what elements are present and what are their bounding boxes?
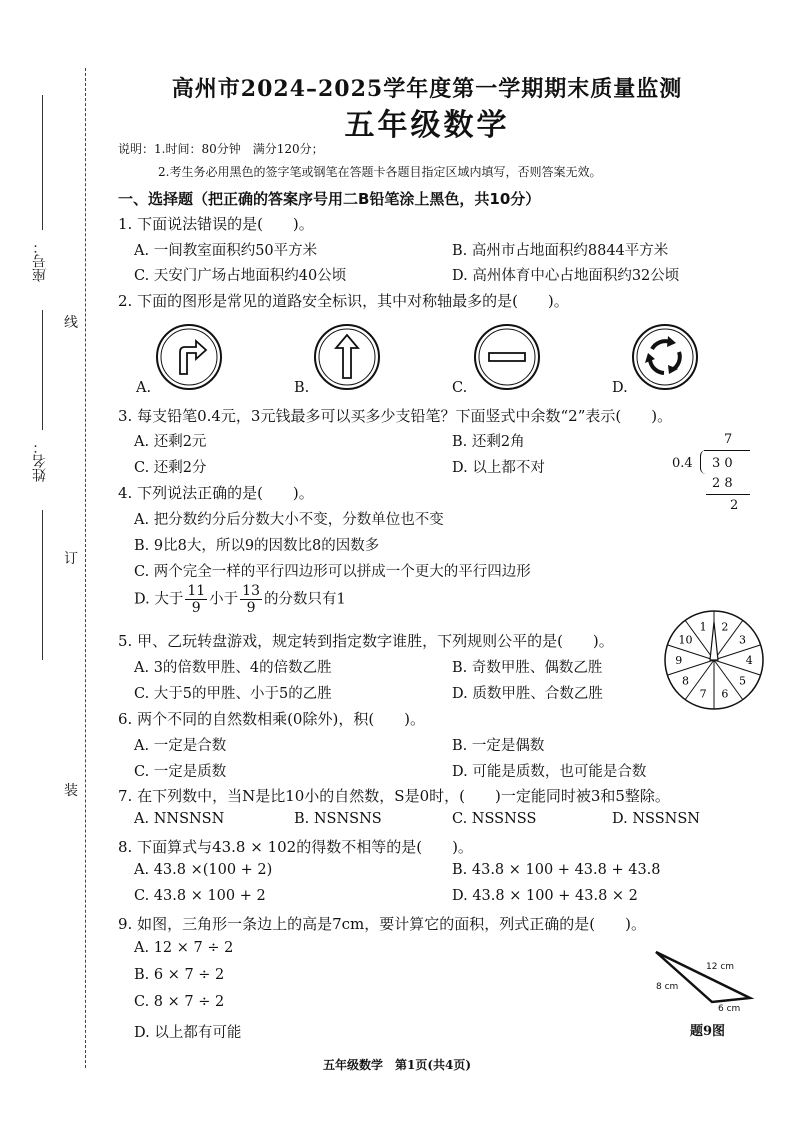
figure-caption: 题9图: [690, 1024, 726, 1039]
q8-option-d[interactable]: D. 43.8 × 100 + 43.8 × 2: [452, 888, 638, 904]
spinner-pointer: [710, 622, 718, 660]
q4-d-prefix: D. 大于: [134, 591, 184, 608]
long-division: [672, 432, 752, 522]
q4-option-b[interactable]: B. 9比8大，所以9的因数比8的因数多: [134, 538, 380, 554]
spinner-number: 2: [721, 620, 729, 634]
q1-option-d[interactable]: D. 高州体育中心占地面积约32公顷: [452, 268, 680, 284]
q4-option-d[interactable]: [134, 584, 346, 615]
q4-d-mid: 小于: [209, 591, 239, 608]
q9-option-b[interactable]: B. 6 × 7 ÷ 2: [134, 967, 225, 983]
q2-option-b[interactable]: B.: [294, 380, 310, 396]
bind-mark: 订: [64, 551, 78, 567]
q5-option-b[interactable]: B. 奇数甲胜、偶数乙胜: [452, 660, 603, 676]
q8-option-c[interactable]: C. 43.8 × 100 + 2: [134, 888, 266, 904]
fraction-numerator: 13: [242, 583, 260, 599]
side-12-label: 12 cm: [706, 962, 735, 972]
fraction-denominator: 9: [191, 600, 201, 616]
fraction-denominator: 9: [246, 600, 256, 616]
triangle-shape: [656, 952, 750, 1002]
q7-option-c[interactable]: C. NSSNSS: [452, 811, 537, 827]
q6-option-a[interactable]: A. 一定是合数: [134, 738, 227, 754]
spinner-number: 4: [745, 654, 753, 667]
division-quotient: 7: [724, 432, 733, 447]
q9-option-c[interactable]: C. 8 × 7 ÷ 2: [134, 994, 225, 1010]
straight-ahead-sign-icon: [312, 322, 382, 392]
q3-option-d[interactable]: D. 以上都不对: [452, 460, 545, 476]
no-entry-sign-icon: [472, 322, 542, 392]
class-line: [42, 510, 43, 660]
q5-option-c[interactable]: C. 大于5的甲胜、小于5的乙胜: [134, 686, 332, 702]
spinner-divider: [714, 645, 761, 660]
q3-option-b[interactable]: B. 还剩2角: [452, 434, 525, 450]
q2-option-c[interactable]: C.: [452, 380, 468, 396]
spinner-divider: [714, 660, 761, 675]
seat-label: 座号：: [32, 240, 48, 282]
cut-line: [85, 68, 86, 1068]
spinner-number: 10: [678, 633, 693, 647]
q9-option-a[interactable]: A. 12 × 7 ÷ 2: [134, 940, 234, 956]
side-6-label: 6 cm: [718, 1004, 741, 1014]
question-8-stem: 8. 下面算式与43.8 × 102的得数不相等的是( )。: [118, 838, 473, 856]
q9-option-d[interactable]: D. 以上都有可能: [134, 1025, 242, 1041]
spinner-number: 3: [739, 633, 747, 647]
q3-option-a[interactable]: A. 还剩2元: [134, 434, 207, 450]
exam-title: 高州市2024–2025学年度第一学期期末质量监测: [171, 76, 683, 102]
q8-option-a[interactable]: A. 43.8 ×(100 + 2): [134, 862, 273, 878]
q4-d-suffix: 的分数只有1: [263, 591, 346, 608]
spinner-number: 6: [721, 687, 729, 701]
line-mark: 线: [64, 315, 78, 331]
q8-option-b[interactable]: B. 43.8 × 100 + 43.8 + 43.8: [452, 862, 661, 878]
subject-title: 五年级数学: [344, 108, 510, 143]
name-line: [42, 310, 43, 430]
division-rule: [706, 494, 750, 495]
spinner-number: 8: [681, 674, 689, 688]
q2-option-d[interactable]: D.: [612, 380, 628, 396]
question-1-stem: 1. 下面说法错误的是( )。: [118, 215, 314, 233]
spinner-number: 7: [699, 687, 707, 701]
q4-option-c[interactable]: C. 两个完全一样的平行四边形可以拼成一个更大的平行四边形: [134, 564, 531, 580]
question-9-stem: 9. 如图，三角形一条边上的高是7cm，要计算它的面积，列式正确的是( )。: [118, 915, 646, 933]
spinner-wheel: [662, 608, 766, 712]
question-2-stem: 2. 下面的图形是常见的道路安全标识，其中对称轴最多的是( )。: [118, 292, 569, 310]
q1-option-a[interactable]: A. 一间教室面积约50平方米: [134, 243, 318, 259]
q5-option-a[interactable]: A. 3的倍数甲胜、4的倍数乙胜: [134, 660, 332, 676]
triangle-figure: [652, 948, 762, 1010]
fold-mark: 装: [64, 783, 78, 799]
q7-option-d[interactable]: D. NSSNSN: [612, 811, 700, 827]
page-footer: 五年级数学 第1页(共4页): [322, 1058, 472, 1072]
roundabout-sign-icon: [630, 322, 700, 392]
division-bracket: [700, 450, 709, 474]
question-5-stem: 5. 甲、乙玩转盘游戏，规定转到指定数字谁胜，下列规则公平的是( )。: [118, 632, 614, 650]
q1-option-b[interactable]: B. 高州市占地面积约8844平方米: [452, 243, 669, 259]
fraction-11-9: [185, 584, 207, 615]
section-heading: 一、选择题（把正确的答案序号用二B铅笔涂上黑色，共10分）: [118, 190, 541, 208]
division-bar: [704, 450, 750, 451]
division-divisor: 0.4: [672, 456, 693, 471]
note-line-1: 说明：1.时间：80分钟 满分120分；: [118, 142, 324, 156]
q7-option-a[interactable]: A. NNSNSN: [134, 811, 225, 827]
fraction-13-9: [240, 584, 262, 615]
side-8-label: 8 cm: [656, 982, 679, 992]
question-3-stem: 3. 每支铅笔0.4元，3元钱最多可以买多少支铅笔？下面竖式中余数“2”表示( )。: [118, 407, 673, 425]
spinner-number: 1: [699, 620, 707, 634]
division-remainder: 2: [730, 498, 739, 513]
q3-option-c[interactable]: C. 还剩2分: [134, 460, 207, 476]
q6-option-b[interactable]: B. 一定是偶数: [452, 738, 545, 754]
fraction-numerator: 11: [187, 583, 206, 599]
division-product: 2 8: [712, 476, 733, 491]
division-dividend: 3 0: [712, 456, 733, 471]
q5-option-d[interactable]: D. 质数甲胜、合数乙胜: [452, 686, 603, 702]
q1-option-c[interactable]: C. 天安门广场占地面积约40公顷: [134, 268, 347, 284]
question-7-stem: 7. 在下列数中，当N是比10小的自然数，S是0时，( )一定能同时被3和5整除。: [118, 787, 670, 805]
q6-option-d[interactable]: D. 可能是质数，也可能是合数: [452, 764, 647, 780]
question-4-stem: 4. 下列说法正确的是( )。: [118, 484, 314, 502]
note-line-2: 2.考生务必用黑色的签字笔或钢笔在答题卡各题目指定区域内填写，否则答案无效。: [158, 165, 602, 179]
binding-strip: [0, 0, 100, 1123]
spinner-number: 9: [675, 654, 683, 667]
turn-right-sign-icon: [154, 322, 224, 392]
q2-option-a[interactable]: A.: [136, 380, 152, 396]
q7-option-b[interactable]: B. NSNSNS: [294, 811, 382, 827]
spinner-number: 5: [739, 674, 747, 688]
name-label: 姓名：: [32, 440, 48, 482]
q4-option-a[interactable]: A. 把分数约分后分数大小不变，分数单位也不变: [134, 512, 444, 528]
q6-option-c[interactable]: C. 一定是质数: [134, 764, 227, 780]
question-6-stem: 6. 两个不同的自然数相乘(0除外)，积( )。: [118, 710, 426, 728]
